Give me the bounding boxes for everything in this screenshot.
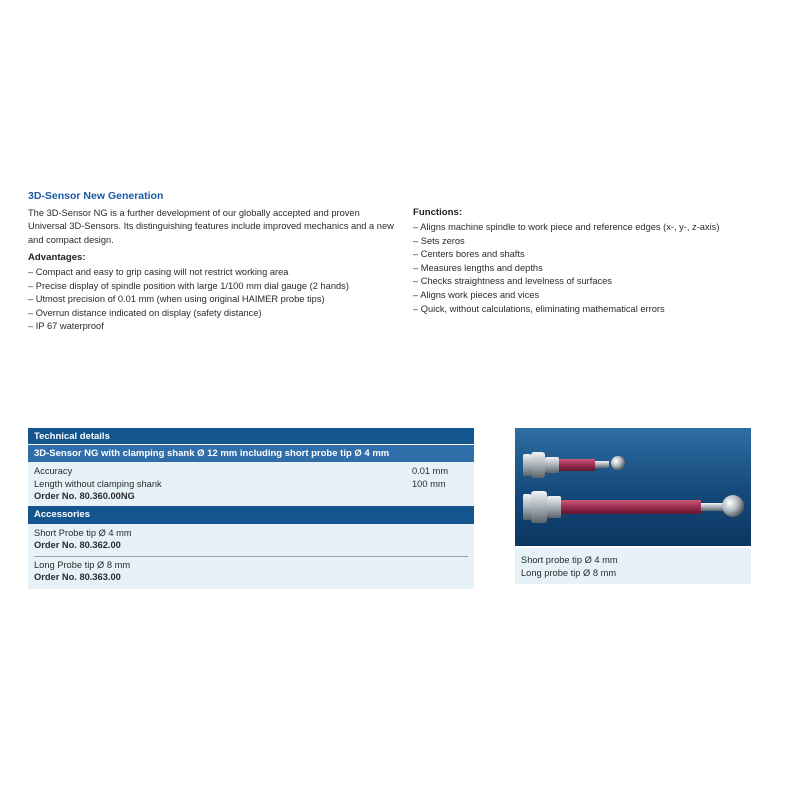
divider xyxy=(34,556,468,557)
length-value: 100 mm xyxy=(412,478,446,489)
short-probe-label: Short Probe tip Ø 4 mm xyxy=(34,527,132,538)
probe-tips-illustration xyxy=(515,428,751,546)
caption-long-probe: Long probe tip Ø 8 mm xyxy=(521,568,617,578)
short-probe-tip-image xyxy=(523,452,625,478)
advantages-heading: Advantages: xyxy=(28,252,86,263)
accuracy-row xyxy=(28,465,474,478)
photo-caption xyxy=(515,548,751,584)
functions-heading: Functions: xyxy=(413,207,463,218)
intro-paragraph: The 3D-Sensor NG is a further development of our globally accepted and proven Universal 3D-Sensors. Its distinguishing features include improved mechanics and a new and compact design. xyxy=(28,208,394,245)
list-item: – Measures lengths and depths xyxy=(413,262,543,273)
accuracy-value: 0.01 mm xyxy=(412,466,449,476)
advantages-list xyxy=(28,266,349,334)
technical-details-panel xyxy=(28,428,474,589)
list-item: – Overrun distance indicated on display (safety distance) xyxy=(28,307,262,318)
accessories-heading: Accessories xyxy=(28,506,474,524)
list-item: – Checks straightness and levelness of surfaces xyxy=(413,276,612,287)
technical-details-heading: Technical details xyxy=(28,428,474,445)
list-item: – Aligns machine spindle to work piece and reference edges (x-, y-, z-axis) xyxy=(413,222,720,232)
long-probe-label: Long Probe tip Ø 8 mm xyxy=(34,559,131,570)
length-label: Length without clamping shank xyxy=(34,478,162,489)
list-item: – Sets zeros xyxy=(413,235,465,246)
list-item: – Utmost precision of 0.01 mm (when using original HAIMER probe tips) xyxy=(28,294,325,305)
list-item: – Aligns work pieces and vices xyxy=(413,289,540,300)
product-subheading: 3D-Sensor NG with clamping shank Ø 12 mm including short probe tip Ø 4 mm xyxy=(28,445,474,462)
probe-tips-photo xyxy=(515,428,751,546)
long-probe-order-number: Order No. 80.363.00 xyxy=(34,572,121,582)
list-item: – IP 67 waterproof xyxy=(28,321,104,332)
functions-list xyxy=(413,221,719,316)
list-item: – Quick, without calculations, eliminating mathematical errors xyxy=(413,303,665,314)
list-item: – Compact and easy to grip casing will not restrict working area xyxy=(28,267,289,277)
caption-short-probe: Short probe tip Ø 4 mm xyxy=(521,555,618,565)
list-item: – Centers bores and shafts xyxy=(413,249,525,260)
accuracy-label: Accuracy xyxy=(34,466,73,476)
section-title: 3D-Sensor New Generation xyxy=(28,190,164,202)
main-order-number: Order No. 80.360.00NG xyxy=(34,491,135,501)
short-probe-order-number: Order No. 80.362.00 xyxy=(34,540,121,550)
length-row xyxy=(28,478,474,491)
list-item: – Precise display of spindle position with large 1/100 mm dial gauge (2 hands) xyxy=(28,280,349,291)
long-probe-tip-image xyxy=(523,491,744,523)
